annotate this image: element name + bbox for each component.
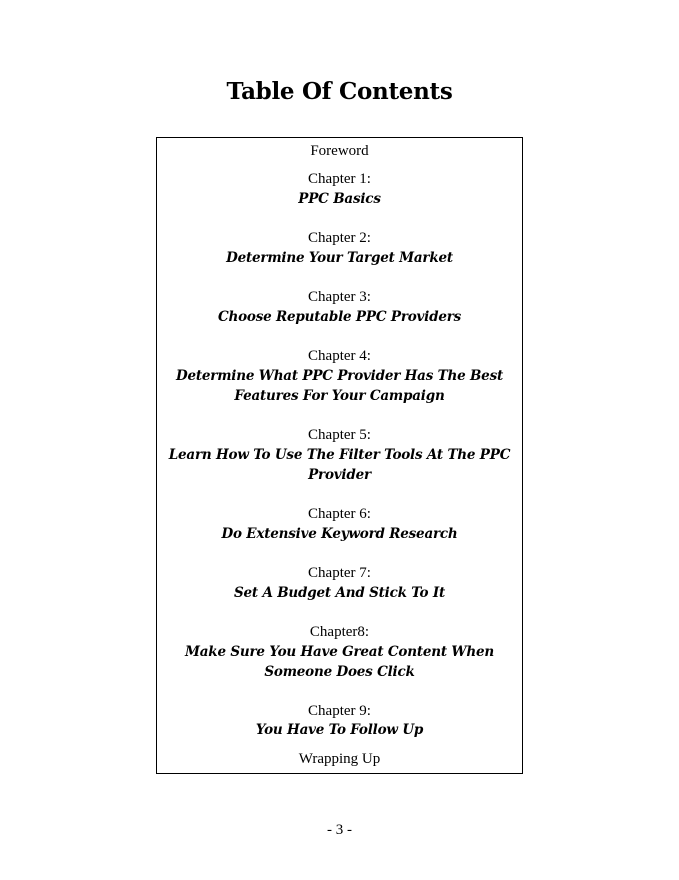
chapter-8-title-line-2: Someone Does Click — [264, 664, 415, 680]
chapter-1-label: Chapter 1: — [308, 171, 371, 187]
chapter-8-title-line-1: Make Sure You Have Great Content When — [185, 644, 494, 660]
chapter-7-label: Chapter 7: — [308, 565, 371, 581]
chapter-9-title: You Have To Follow Up — [255, 722, 424, 738]
chapter-1-title: PPC Basics — [298, 191, 381, 207]
chapter-8-label: Chapter8: — [309, 624, 370, 640]
chapter-3-title: Choose Reputable PPC Providers — [217, 309, 462, 325]
page-title: Table Of Contents — [226, 78, 453, 105]
chapter-5-label: Chapter 5: — [308, 427, 371, 443]
chapter-4-title-line-2: Features For Your Campaign — [234, 388, 445, 404]
chapter-3-label: Chapter 3: — [308, 289, 371, 305]
chapter-2-label: Chapter 2: — [308, 230, 371, 246]
chapter-4-title-line-1: Determine What PPC Provider Has The Best — [175, 368, 504, 384]
chapter-5-title-line-1: Learn How To Use The Filter Tools At The PPC — [168, 447, 511, 463]
chapter-6-label: Chapter 6: — [308, 506, 371, 522]
chapter-7-title: Set A Budget And Stick To It — [233, 585, 446, 601]
chapter-2-title: Determine Your Target Market — [226, 250, 453, 266]
chapter-6-title: Do Extensive Keyword Research — [221, 526, 458, 542]
chapter-5-title-line-2: Provider — [308, 467, 371, 483]
page-number: - 3 - — [327, 822, 352, 838]
table-of-contents-box — [156, 137, 523, 774]
chapter-4-label: Chapter 4: — [308, 348, 371, 364]
chapter-9-label: Chapter 9: — [308, 703, 371, 719]
toc-wrapping-up: Wrapping Up — [298, 751, 381, 767]
toc-foreword: Foreword — [310, 143, 369, 159]
